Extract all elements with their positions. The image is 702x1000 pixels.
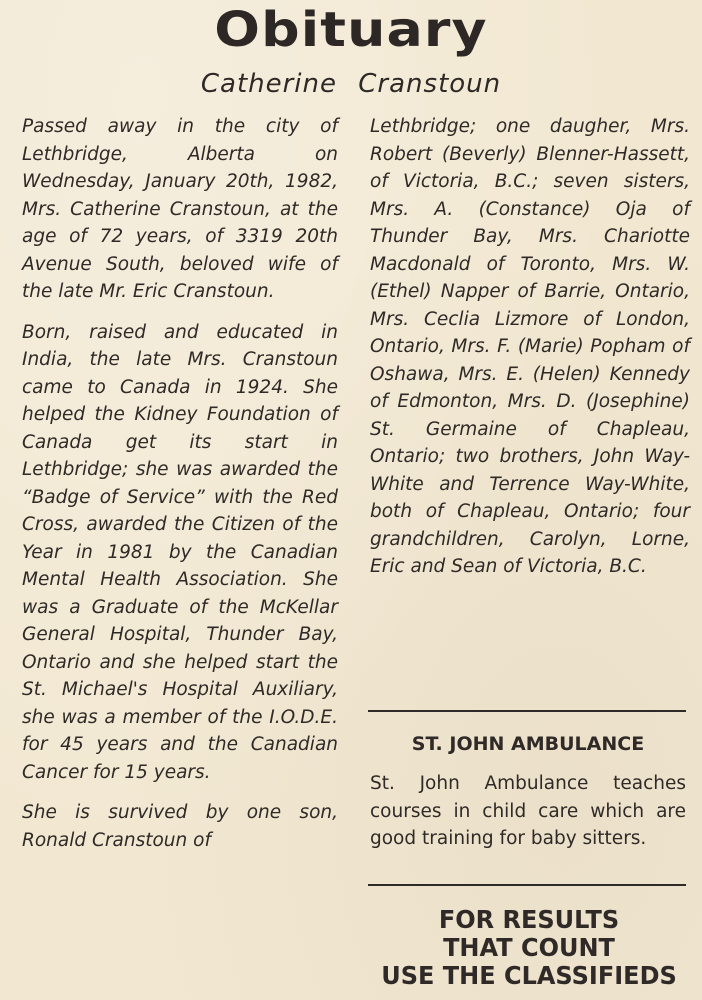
- ambulance-text: St. John Ambulance teaches courses in child care which are good training for baby sitters.: [370, 773, 686, 849]
- obituary-paragraph-survivors-start: She is survived by one son, Ronald Cranstoun of: [22, 802, 338, 851]
- masthead: [0, 0, 702, 100]
- obituary-paragraph-survivors: Lethbridge; one daugher, Mrs. Robert (Beverly) Blenner-Hassett, of Victoria, B.C.; seven sisters, Mrs. A. (Constance) Oja of Thunder Bay, Mrs. Chariotte Macdonald of Toronto, Mrs. W. (Ethel) Napper of Barrie, Ontario, Mrs. Ceclia Lizmore of London, Ontario, Mrs. F. (Marie) Popham of Oshawa, Mrs. E. (Helen) Kennedy of Edmonton, Mrs. D. (Josephine) St. Germaine of Chapleau, Ontario; two brothers, John Way-White and Terrence Way-White, both of Chapleau, Ontario; four grandchildren, Carolyn, Lorne, Eric and Sean of Victoria, B.C.: [370, 116, 690, 577]
- obituary-paragraph-death: Passed away in the city of Lethbridge, Alberta on Wednesday, January 20th, 1982, Mrs. Catherine Cranstoun, at the age of 72 years, of 3319 20th Avenue South, beloved wife of the late Mr. Eric Cranstoun.: [22, 116, 338, 302]
- obituary-right-column: [370, 113, 690, 594]
- page-title: Obituary: [214, 2, 488, 58]
- obituary-left-column: [22, 113, 338, 867]
- classifieds-line-3: USE THE CLASSIFIEDS: [381, 961, 677, 990]
- classifieds-line-2: THAT COUNT: [443, 933, 615, 962]
- classifieds-line-1: FOR RESULTS: [438, 905, 620, 934]
- deceased-name: Catherine Cranstoun: [200, 69, 502, 99]
- obituary-paragraph-biography: Born, raised and educated in India, the late Mrs. Cranstoun came to Canada in 1924. She helped the Kidney Foundation of Canada get its start in Lethbridge; she was awarded the “Badge of Service” with the Red Cross, awarded the Citizen of the Year in 1981 by the Canadian Mental Health Association. She was a Graduate of the McKellar General Hospital, Thunder Bay, Ontario and she helped start the St. Michael's Hospital Auxiliary, she was a member of the I.O.D.E. for 45 years and the Canadian Cancer for 15 years.: [22, 321, 338, 783]
- divider-rule-bottom: [368, 884, 686, 886]
- classifieds-ad: [360, 906, 698, 990]
- divider-rule-top: [368, 710, 686, 712]
- ambulance-heading: ST. JOHN AMBULANCE: [411, 733, 645, 755]
